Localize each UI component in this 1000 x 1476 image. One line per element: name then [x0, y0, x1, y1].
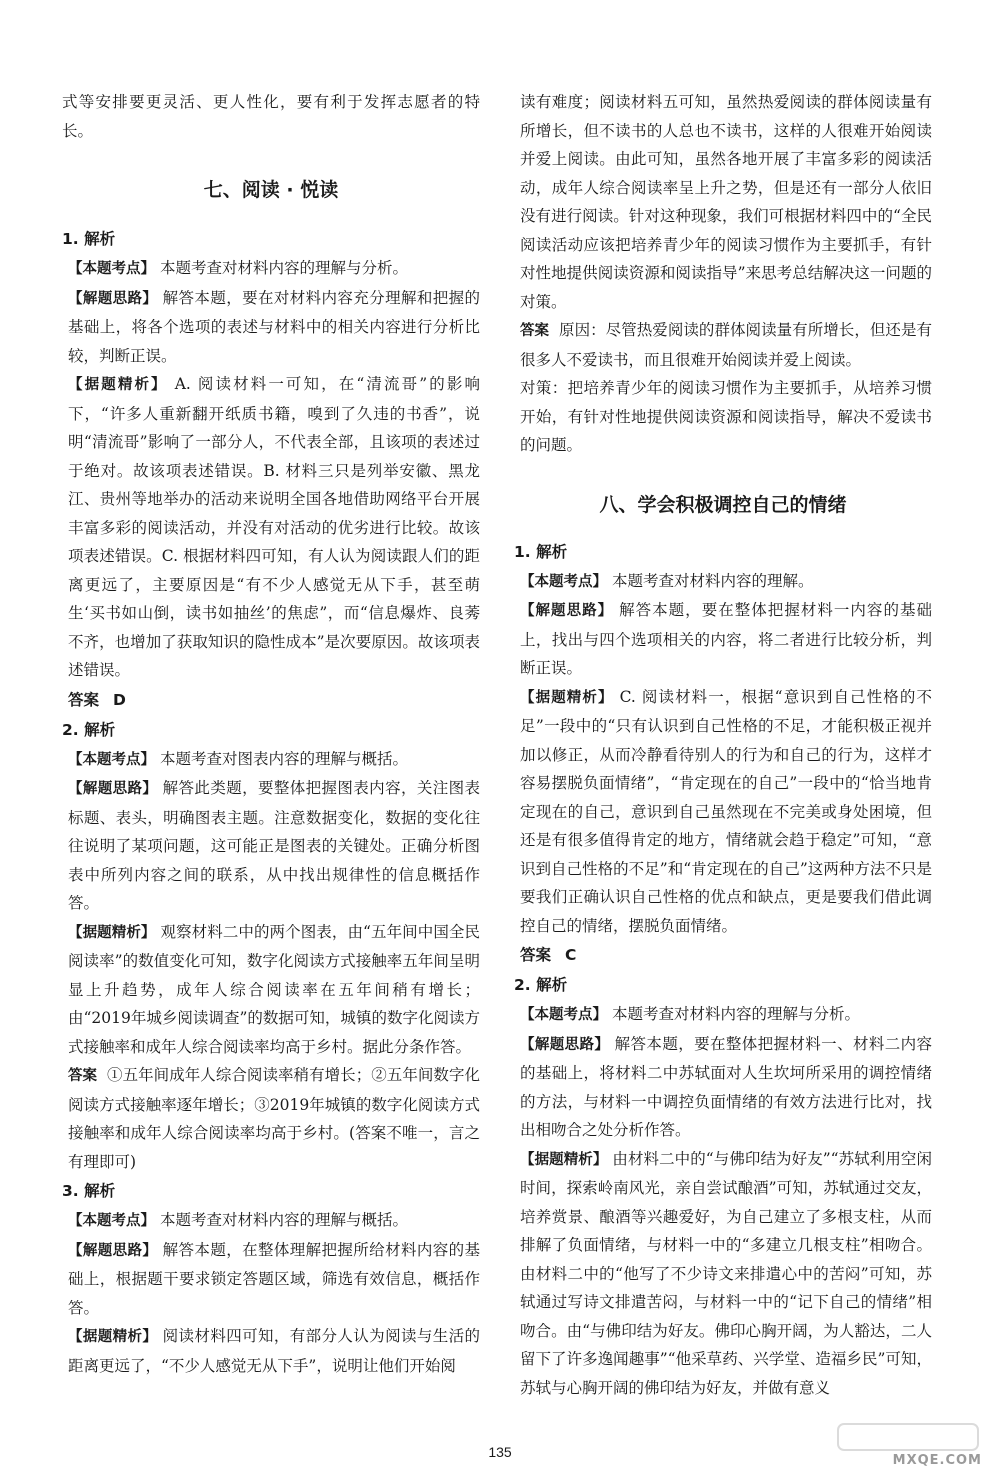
silu-tag: 【解题思路】 [520, 1036, 610, 1053]
q3-continued: 读有难度；阅读材料五可知，虽然热爱阅读的群体阅读量有所增长，但不读书的人总也不读书，这样的人很难开始阅读并爱上阅读。由此可知，虽然各地开展了丰富多彩的阅读活动，成年人综合阅读率呈上升之势，但是还有一部分人依旧没有进行阅读。针对这种现象，我们可根据材料四中的“全民阅读活动应该把培养青少年的阅读习惯作为主要抓手，有针对性地提供阅读资源和阅读指导”来思考总结解决这一问题的对策。 [520, 93, 932, 311]
q2-heading: 2. 解析 [62, 720, 116, 739]
kaodian-text: 本题考查对材料内容的理解。 [611, 571, 814, 590]
left-column [62, 88, 480, 1380]
page-number: 135 [488, 1444, 512, 1460]
kaodian-text: 本题考查对材料内容的理解与概括。 [159, 1211, 408, 1229]
kaodian-tag: 【本题考点】 [520, 1007, 607, 1023]
silu-tag: 【解题思路】 [68, 1242, 158, 1259]
q2-answer [62, 1061, 480, 1176]
watermark-text: MXQE.COM [892, 1453, 982, 1468]
jingxi-tag: 【据题精析】 [520, 689, 614, 706]
jingxi-text: C. 阅读材料一，根据“意识到自己性格的不足”一段中的“只有认识到自己性格的不足，才能积极正视并加以修正，从而冷静看待别人的行为和自己的行为，这样才容易摆脱负面情绪”，“肯定现在的自己”一段中的“恰当地肯定现在的自己，意识到自己虽然现在不完美或身处困境，但还是有很多值得肯定的地方，情绪就会趋于稳定”可知，“意识到自己性格的不足”和“肯定现在的自己”这两种方法不只是要我们正确认识自己性格的优点和缺点，更是要我们借此调控自己的情绪，摆脱负面情绪。 [520, 687, 932, 935]
kaodian-tag: 【本题考点】 [68, 751, 155, 768]
answer-label: 答案 [520, 323, 550, 339]
silu-text: 解答本题，要在整体把握材料一、材料二内容的基础上，将材料二中苏轼面对人生坎坷所采用的调控情绪的方法，与材料一中调控负面情绪的有效方法进行比对，找出相吻合之处分析作答。 [520, 1034, 932, 1139]
answer-value: ①五年间成年人综合阅读率稍有增长；②五年间数字化阅读方式接触率逐年增长；③2019年城镇的数字化阅读方式接触率和成年人综合阅读率均高于乡村。(答案不唯一，言之有理即可) [68, 1066, 480, 1171]
answer-value: C [565, 946, 577, 964]
q3-answer-reason [514, 316, 932, 374]
intro-paragraph: 式等安排要更灵活、更人性化，要有利于发挥志愿者的特长。 [62, 93, 480, 140]
r-q2-jingxi [514, 1145, 932, 1403]
q3-silu [62, 1236, 480, 1323]
q1-answer [62, 685, 480, 715]
jingxi-tag: 【据题精析】 [520, 1151, 608, 1168]
kaodian-tag: 【本题考点】 [520, 573, 607, 590]
q1-silu [62, 284, 480, 371]
q3-heading: 3. 解析 [62, 1182, 116, 1200]
jingxi-text: 观察材料二中的两个图表，由“五年间中国全民阅读率”的数值变化可知，数字化阅读方式接触率五年间呈明显上升趋势，成年人综合阅读率在五年间稍有增长；由“2019年城乡阅读调查”的数据可知，城镇的数字化阅读方式接触率和成年人综合阅读率均高于乡村。据此分条作答。 [68, 922, 480, 1056]
kaodian-text: 本题考查对材料内容的理解与分析。 [159, 259, 408, 277]
jingxi-tag: 【据题精析】 [68, 924, 156, 941]
section-8-title: 八、学会积极调控自己的情绪 [599, 493, 847, 516]
silu-text: 解答本题，要在整体把握材料一内容的基础上，找出与四个选项相关的内容，将二者进行比较分析，判断正误。 [520, 601, 932, 677]
answer-label: 答案 [68, 1068, 98, 1084]
q2-silu [62, 774, 480, 918]
right-column [514, 88, 932, 1402]
jingxi-tag: 【据题精析】 [68, 1329, 158, 1345]
q3-answer-measure: 对策：把培养青少年的阅读习惯作为主要抓手，从培养习惯开始，有针对性地提供阅读资源和阅读指导，解决不爱读书的问题。 [520, 379, 932, 454]
silu-tag: 【解题思路】 [520, 603, 614, 619]
jingxi-text: 由材料二中的“与佛印结为好友”“苏轼利用空闲时间，探索岭南风光，亲自尝试酿酒”可知，苏轼通过交友，培养赏景、酿酒等兴趣爱好，为自己建立了多根支柱，从而排解了负面情绪，与材料一中的“多建立几根支柱”相吻合。由材料二中的“他写了不少诗文来排遣心中的苦闷”可知，苏轼通过写诗文排遣苦闷，与材料一中的“记下自己的情绪”相吻合。由“与佛印结为好友。佛印心胸开阔，为人豁达，二人留下了许多逸闻趣事”“他采草药、兴学堂、造福乡民”可知，苏轼与心胸开阔的佛印结为好友，并做有意义 [520, 1149, 932, 1397]
silu-tag: 【解题思路】 [68, 781, 158, 797]
q3-jingxi [62, 1322, 480, 1380]
jingxi-text: 阅读材料四可知，有部分人认为阅读与生活的距离更远了，“不少人感觉无从下手”，说明让他们开始阅 [68, 1327, 480, 1375]
jingxi-tag: 【据题精析】 [68, 377, 168, 393]
r-q2-heading: 2. 解析 [514, 976, 568, 994]
r-q1-answer [514, 940, 932, 970]
q3-kaodian [62, 1206, 480, 1236]
q2-jingxi [62, 918, 480, 1062]
kaodian-tag: 【本题考点】 [68, 1213, 155, 1229]
r-q1-jingxi [514, 683, 932, 941]
silu-text: 解答本题，要在对材料内容充分理解和把握的基础上，将各个选项的表述与材料中的相关内容进行分析比较，判断正误。 [68, 288, 480, 365]
silu-text: 解答此类题，要整体把握图表内容，关注图表标题、表头，明确图表主题。注意数据变化，数据的变化往往说明了某项问题，这可能正是图表的关键处。正确分析图表中所列内容之间的联系，从中找出规律性的信息概括作答。 [68, 779, 480, 912]
silu-tag: 【解题思路】 [68, 290, 158, 307]
q1-kaodian [62, 254, 480, 284]
silu-text: 解答本题，在整体理解把握所给材料内容的基础上，根据题干要求锁定答题区域，筛选有效信息，概括作答。 [68, 1240, 480, 1317]
kaodian-tag: 【本题考点】 [68, 261, 155, 277]
r-q1-heading: 1. 解析 [514, 542, 568, 561]
q1-heading: 1. 解析 [62, 230, 116, 248]
q2-kaodian [62, 745, 480, 775]
q1-jingxi [62, 370, 480, 685]
kaodian-text: 本题考查对材料内容的理解与分析。 [611, 1005, 860, 1023]
section-7-title: 七、阅读 · 悦读 [203, 179, 339, 201]
r-q2-kaodian [514, 1000, 932, 1030]
kaodian-text: 本题考查对图表内容的理解与概括。 [159, 749, 408, 768]
answer-value: D [113, 690, 126, 709]
answer-label: 答案 [68, 690, 100, 709]
r-q1-kaodian [514, 567, 932, 597]
answer-label: 答案 [520, 946, 552, 964]
jingxi-text: A. 阅读材料一可知，在“清流哥”的影响下，“许多人重新翻开纸质书籍，嗅到了久违的书香”，说明“清流哥”影响了一部分人，不代表全部，且该项的表述过于绝对。故该项表述错误。B. 材料三只是列举安徽、黑龙江、贵州等地举办的活动来说明全国各地借助网络平台开展丰富多彩的阅读活动，并没有对活动的优劣进行比较。故该项表述错误。C. 根据材料四可知，有人认为阅读跟人们的距离更远了，主要原因是“有不少人感觉无从下手，甚至萌生‘买书如山倒，读书如抽丝’的焦虑”，而“信息爆炸、良莠不齐，也增加了获取知识的隐性成本”是次要原因。故该项表述错误。 [68, 375, 480, 679]
r-q2-silu [514, 1030, 932, 1145]
answer-reason-text: 原因：尽管热爱阅读的群体阅读量有所增长，但还是有很多人不爱读书，而且很难开始阅读并爱上阅读。 [520, 321, 932, 369]
r-q1-silu [514, 596, 932, 683]
